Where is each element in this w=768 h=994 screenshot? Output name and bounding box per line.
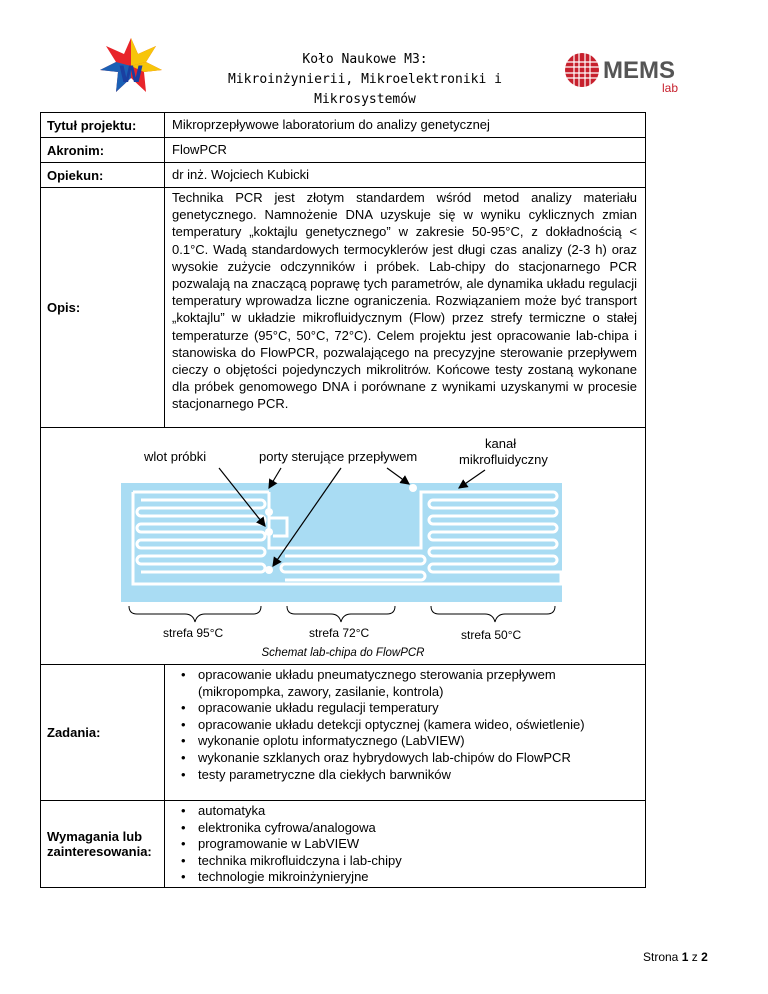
row-supervisor: [41, 162, 645, 187]
svg-text:lab: lab: [662, 81, 679, 95]
label-channel-2: mikrofluidyczny: [459, 452, 548, 467]
supervisor-label: Opiekun:: [41, 163, 165, 187]
description-label: Opis:: [41, 188, 165, 427]
zone-50-label: strefa 50°C: [461, 628, 522, 642]
lab-chip-diagram: [41, 428, 645, 664]
title-label: Tytuł projektu:: [41, 113, 165, 137]
of-word: z: [691, 950, 698, 964]
task-item: • opracowanie układu pneumatycznego sterowania przepływem (mikropompka, zawory, zasilanie, kontrola): [198, 667, 637, 700]
requirement-item: • technologie mikroinżynieryjne: [198, 869, 637, 886]
tasks-label: Zadania:: [41, 665, 165, 800]
requirements-label-line2: zainteresowania:: [47, 844, 152, 859]
task-item: • opracowanie układu detekcji optycznej (kamera wideo, oświetlenie): [198, 717, 637, 734]
header-title: [180, 50, 550, 110]
mems-lab-logo: [563, 50, 693, 98]
acronym-value: FlowPCR: [172, 142, 227, 157]
svg-text:W: W: [118, 63, 144, 88]
requirement-item: • programowanie w LabVIEW: [198, 836, 637, 853]
tasks-cell: [165, 665, 645, 800]
control-port-3: [409, 484, 417, 492]
zone-95-label: strefa 95°C: [163, 626, 224, 640]
row-description: [41, 187, 645, 427]
page-footer: [643, 950, 708, 964]
label-inlet: wlot próbki: [144, 449, 207, 464]
title-value: Mikroprzepływowe laboratorium do analizy genetycznej: [172, 117, 490, 132]
control-port-2: [265, 566, 273, 574]
supervisor-value: dr inż. Wojciech Kubicki: [172, 167, 310, 182]
row-requirements: [41, 800, 645, 887]
requirements-label: [41, 801, 165, 887]
page-word: Strona: [643, 950, 679, 964]
requirement-item: • technika mikrofluidczyna i lab-chipy: [198, 853, 637, 870]
figure-row: [41, 427, 645, 664]
requirements-label-line1: Wymagania lub: [47, 829, 143, 844]
project-table: [40, 112, 646, 888]
header-title-line2: Mikroinżynierii, Mikroelektroniki i Mikrosystemów: [228, 72, 502, 107]
header-title-line1: Koło Naukowe M3:: [302, 52, 428, 67]
row-acronym: [41, 137, 645, 162]
zone-braces: [129, 606, 555, 622]
requirement-item: • elektronika cyfrowa/analogowa: [198, 820, 637, 837]
requirements-cell: [165, 801, 645, 887]
task-item: • wykonanie szklanych oraz hybrydowych lab-chipów do FlowPCR: [198, 750, 637, 767]
task-item: • wykonanie oplotu informatycznego (LabVIEW): [198, 733, 637, 750]
acronym-label: Akronim:: [41, 138, 165, 162]
inlet-port: [265, 508, 273, 516]
requirements-list: [172, 803, 637, 886]
page-number: 1: [681, 950, 689, 964]
zone-72-label: strefa 72°C: [309, 626, 370, 640]
row-tasks: [41, 664, 645, 800]
label-ports: porty sterujące przepływem: [259, 449, 418, 464]
figure-caption: Schemat lab-chipa do FlowPCR: [261, 647, 425, 659]
row-title: [41, 113, 645, 137]
control-port-1: [265, 528, 273, 536]
requirement-item: • automatyka: [198, 803, 637, 820]
page-total: 2: [701, 950, 708, 964]
svg-text:MEMS: MEMS: [603, 57, 675, 84]
logo-star-icon: [96, 36, 166, 98]
tasks-list: [172, 667, 637, 783]
task-item: • opracowanie układu regulacji temperatury: [198, 700, 637, 717]
task-item: • testy parametryczne dla ciekłych barwników: [198, 767, 637, 784]
label-channel-1: kanał: [485, 436, 517, 451]
description-value: Technika PCR jest złotym standardem wśród metod analizy materiału genetycznego. Namnożenie DNA uzyskuje się w wyniku cyklicznych zmian temperatury „koktajlu genetycznego” w zakresie 50-95°C, z dokładnością < 0.1°C. Wadą standardowych termocyklerów jest długi czas analizy (2-3 h) oraz wysokie zużycie odczynników i próbek. Lab-chipy do stacjonarnego PCR pozwalają na znaczącą poprawę tych parametrów, ale dynamika układu regulacji temperatury wprowadza liczne ograniczenia. Rozwiązaniem może być transport „koktajlu” w układzie mikrofluidycznym (Flow) przez strefy termiczne o stałej temperaturze (95°C, 50°C, 72°C). Celem projektu jest opracowanie lab-chipa i stanowiska do FlowPCR, pozwalającego na precyzyjne sterowanie przepływem cieczy o objętości pojedynczych mikrolitrów. Końcowe testy zostaną wykonane dla próbek genomowego DNA i porównane z wynikami uzyskanymi w procesie stacjonarnego PCR.: [172, 190, 637, 412]
